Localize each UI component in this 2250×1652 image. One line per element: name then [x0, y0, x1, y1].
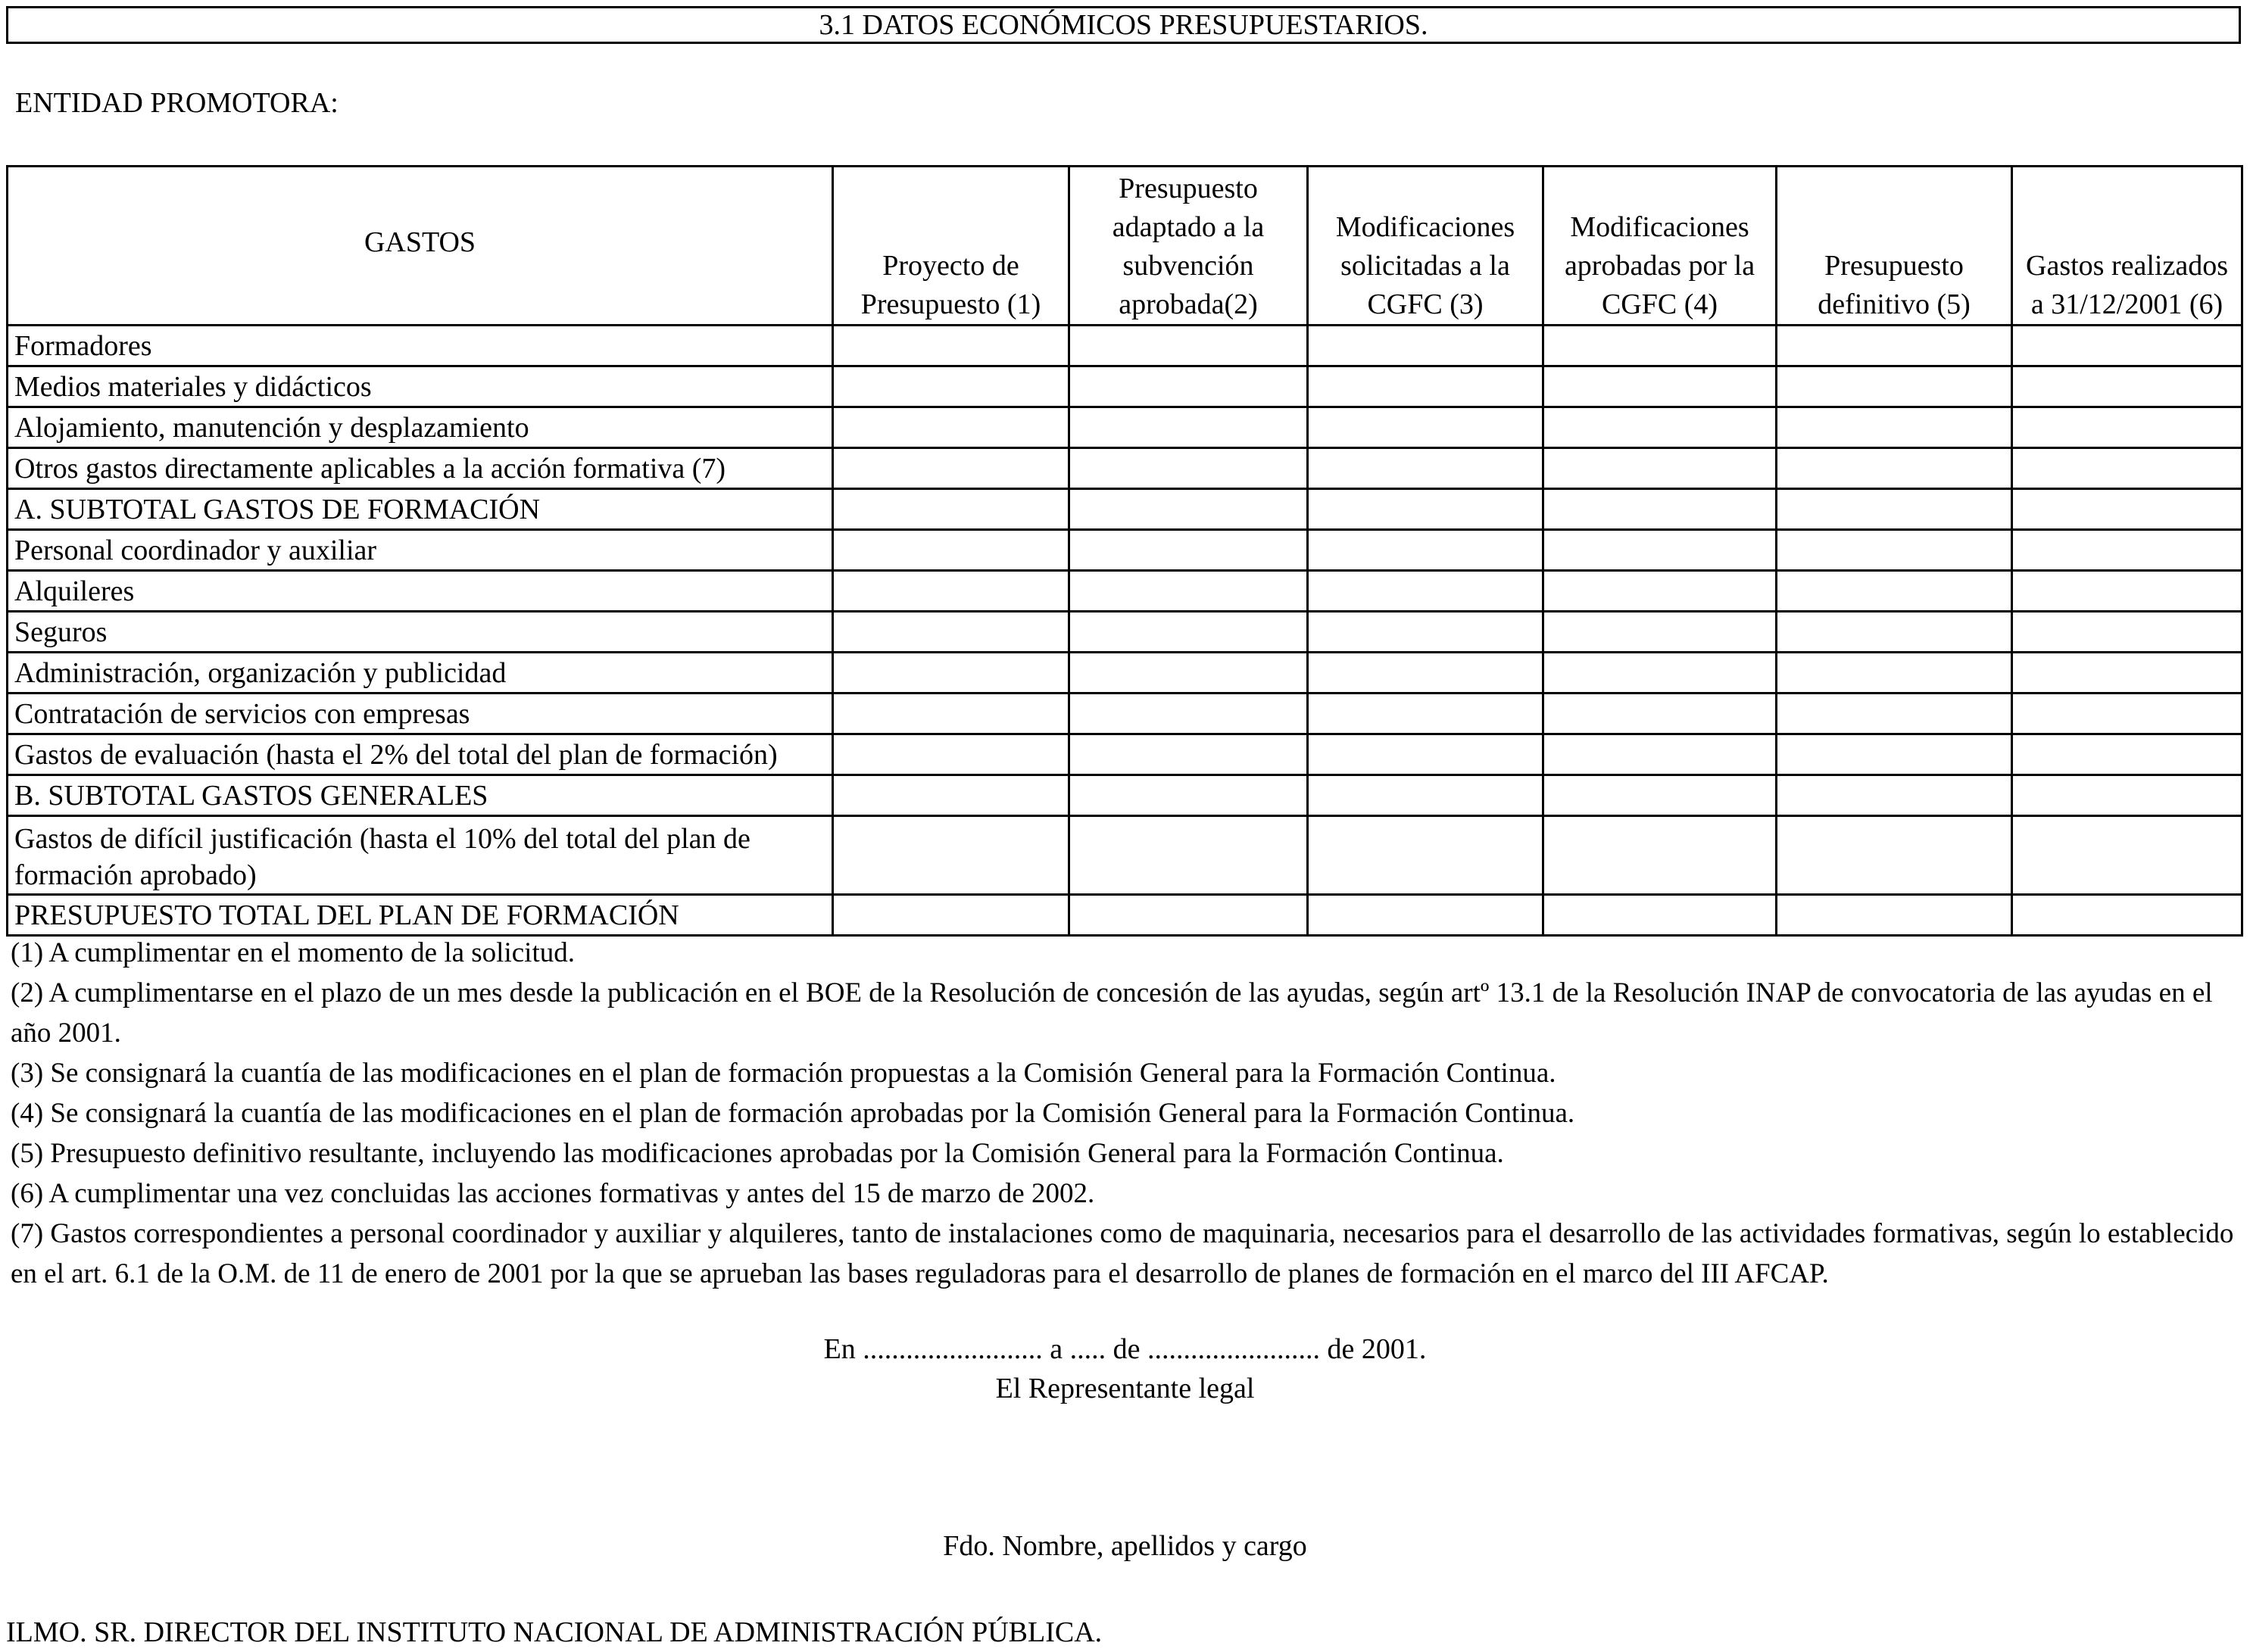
amount-cell[interactable] [1308, 653, 1543, 694]
amount-cell[interactable] [1069, 694, 1308, 734]
amount-cell[interactable] [1069, 448, 1308, 489]
footnote-7: (7) Gastos correspondientes a personal coordinador y auxiliar y alquileres, tanto de instalaciones como de maquinaria, necesarios para el desarrollo de las actividades formativas, según lo establecido en el art. 6.1 de la O.M. de 11 de enero de 2001 por la que se aprueban las bases reguladoras para el desarrollo de planes de formación en el marco del III AFCAP. [11, 1218, 2234, 1289]
amount-cell[interactable] [833, 326, 1069, 366]
table-row [8, 895, 2242, 936]
amount-cell[interactable] [2012, 448, 2242, 489]
footnote-5: (5) Presupuesto definitivo resultante, incluyendo las modificaciones aprobadas por la Comisión General para la Formación Continua. [11, 1138, 1504, 1169]
table-row [8, 366, 2242, 407]
amount-cell[interactable] [1069, 326, 1308, 366]
table-row [8, 448, 2242, 489]
row-label: A. SUBTOTAL GASTOS DE FORMACIÓN [8, 489, 833, 530]
amount-cell[interactable] [1308, 694, 1543, 734]
amount-cell[interactable] [2012, 653, 2242, 694]
table-row [8, 775, 2242, 816]
amount-cell[interactable] [833, 448, 1069, 489]
footnote-2: (2) A cumplimentarse en el plazo de un mes desde la publicación en el BOE de la Resolución de concesión de las ayudas, según artº 13.1 de la Resolución INAP de convocatoria de las ayudas en el año 2001. [11, 977, 2213, 1049]
amount-cell[interactable] [833, 530, 1069, 571]
amount-cell[interactable] [1777, 694, 2012, 734]
amount-cell[interactable] [2012, 734, 2242, 775]
amount-cell[interactable] [833, 612, 1069, 653]
table-row [8, 612, 2242, 653]
amount-cell[interactable] [1777, 612, 2012, 653]
amount-cell[interactable] [833, 775, 1069, 816]
amount-cell[interactable] [1069, 775, 1308, 816]
amount-cell[interactable] [1069, 734, 1308, 775]
amount-cell[interactable] [1543, 366, 1777, 407]
column-header-realizados: Gastos realizados a 31/12/2001 (6) [2012, 167, 2242, 326]
row-label: Formadores [8, 326, 833, 366]
amount-cell[interactable] [1777, 366, 2012, 407]
amount-cell[interactable] [833, 734, 1069, 775]
amount-cell[interactable] [2012, 895, 2242, 936]
amount-cell[interactable] [1777, 775, 2012, 816]
amount-cell[interactable] [1777, 571, 2012, 612]
amount-cell[interactable] [1777, 407, 2012, 448]
amount-cell[interactable] [2012, 612, 2242, 653]
amount-cell[interactable] [1069, 489, 1308, 530]
amount-cell[interactable] [1308, 530, 1543, 571]
amount-cell[interactable] [2012, 366, 2242, 407]
amount-cell[interactable] [1777, 448, 2012, 489]
document-title: 3.1 DATOS ECONÓMICOS PRESUPUESTARIOS. [6, 6, 2241, 44]
table-row [8, 571, 2242, 612]
table-body [8, 326, 2242, 936]
amount-cell[interactable] [1308, 571, 1543, 612]
table-header-row [8, 167, 2242, 326]
table-row [8, 530, 2242, 571]
amount-cell[interactable] [1069, 653, 1308, 694]
amount-cell[interactable] [2012, 571, 2242, 612]
amount-cell[interactable] [1308, 326, 1543, 366]
row-label: Otros gastos directamente aplicables a la acción formativa (7) [8, 448, 833, 489]
table-row [8, 734, 2242, 775]
table-row [8, 489, 2242, 530]
column-header-definitivo: Presupuesto definitivo (5) [1777, 167, 2012, 326]
amount-cell[interactable] [1777, 489, 2012, 530]
footnote-3: (3) Se consignará la cuantía de las modificaciones en el plan de formación propuestas a la Comisión General para la Formación Continua. [11, 1058, 1556, 1089]
amount-cell[interactable] [1308, 448, 1543, 489]
addressee: ILMO. SR. DIRECTOR DEL INSTITUTO NACIONAL DE ADMINISTRACIÓN PÚBLICA. [6, 1616, 1103, 1648]
amount-cell[interactable] [1543, 816, 1777, 895]
amount-cell[interactable] [2012, 489, 2242, 530]
amount-cell[interactable] [833, 366, 1069, 407]
amount-cell[interactable] [1543, 734, 1777, 775]
signature-role: El Representante legal [995, 1373, 1255, 1404]
amount-cell[interactable] [1777, 895, 2012, 936]
amount-cell[interactable] [1308, 775, 1543, 816]
signature-date-line: En ......................... a ..... de ........................ de 2001. [823, 1333, 1427, 1365]
amount-cell[interactable] [1308, 489, 1543, 530]
amount-cell[interactable] [1308, 816, 1543, 895]
table-row [8, 694, 2242, 734]
amount-cell[interactable] [2012, 326, 2242, 366]
amount-cell[interactable] [1777, 734, 2012, 775]
amount-cell[interactable] [1543, 326, 1777, 366]
amount-cell[interactable] [833, 489, 1069, 530]
amount-cell[interactable] [1543, 694, 1777, 734]
amount-cell[interactable] [1777, 530, 2012, 571]
row-label: Medios materiales y didácticos [8, 366, 833, 407]
amount-cell[interactable] [1543, 407, 1777, 448]
column-header-adaptado: Presupuesto adaptado a la subvención aprobada(2) [1069, 167, 1308, 326]
table-row [8, 326, 2242, 366]
footnote-6: (6) A cumplimentar una vez concluidas las acciones formativas y antes del 15 de marzo de 2002. [11, 1178, 1095, 1209]
amount-cell[interactable] [2012, 694, 2242, 734]
amount-cell[interactable] [1543, 489, 1777, 530]
amount-cell[interactable] [1069, 366, 1308, 407]
amount-cell[interactable] [2012, 816, 2242, 895]
row-label: PRESUPUESTO TOTAL DEL PLAN DE FORMACIÓN [8, 895, 833, 936]
column-header-gastos: GASTOS [8, 167, 833, 326]
row-label: Gastos de difícil justificación (hasta el 10% del total del plan de formación aprobado) [8, 816, 833, 895]
table-row [8, 816, 2242, 895]
amount-cell[interactable] [833, 407, 1069, 448]
amount-cell[interactable] [1308, 895, 1543, 936]
footnote-4: (4) Se consignará la cuantía de las modificaciones en el plan de formación aprobadas por la Comisión General para la Formación Continua. [11, 1098, 1575, 1129]
amount-cell[interactable] [1308, 612, 1543, 653]
row-label: Seguros [8, 612, 833, 653]
amount-cell[interactable] [2012, 530, 2242, 571]
entity-label: ENTIDAD PROMOTORA: [15, 87, 339, 119]
row-label: Alojamiento, manutención y desplazamiento [8, 407, 833, 448]
amount-cell[interactable] [1777, 326, 2012, 366]
amount-cell[interactable] [1543, 775, 1777, 816]
footnote-1: (1) A cumplimentar en el momento de la solicitud. [11, 937, 575, 968]
table-row [8, 407, 2242, 448]
amount-cell[interactable] [833, 694, 1069, 734]
amount-cell[interactable] [2012, 407, 2242, 448]
amount-cell[interactable] [1777, 816, 2012, 895]
amount-cell[interactable] [1069, 407, 1308, 448]
row-label: B. SUBTOTAL GASTOS GENERALES [8, 775, 833, 816]
row-label: Administración, organización y publicidad [8, 653, 833, 694]
amount-cell[interactable] [1777, 653, 2012, 694]
signature-name-line: Fdo. Nombre, apellidos y cargo [943, 1530, 1307, 1562]
amount-cell[interactable] [1308, 366, 1543, 407]
amount-cell[interactable] [833, 571, 1069, 612]
amount-cell[interactable] [1308, 734, 1543, 775]
amount-cell[interactable] [1543, 612, 1777, 653]
amount-cell[interactable] [833, 816, 1069, 895]
row-label: Alquileres [8, 571, 833, 612]
column-header-proyecto: Proyecto de Presupuesto (1) [833, 167, 1069, 326]
column-header-mod-aprobadas: Modificaciones aprobadas por la CGFC (4) [1543, 167, 1777, 326]
row-label: Gastos de evaluación (hasta el 2% del total del plan de formación) [8, 734, 833, 775]
amount-cell[interactable] [1069, 530, 1308, 571]
column-header-mod-solicitadas: Modificaciones solicitadas a la CGFC (3) [1308, 167, 1543, 326]
budget-table [6, 165, 2243, 937]
table-row [8, 653, 2242, 694]
footnotes [11, 933, 2237, 1294]
amount-cell[interactable] [1543, 448, 1777, 489]
amount-cell[interactable] [1543, 895, 1777, 936]
amount-cell[interactable] [1543, 571, 1777, 612]
amount-cell[interactable] [1308, 407, 1543, 448]
amount-cell[interactable] [1543, 530, 1777, 571]
amount-cell[interactable] [833, 653, 1069, 694]
amount-cell[interactable] [1069, 895, 1308, 936]
amount-cell[interactable] [1069, 612, 1308, 653]
amount-cell[interactable] [1069, 571, 1308, 612]
amount-cell[interactable] [1069, 816, 1308, 895]
amount-cell[interactable] [833, 895, 1069, 936]
row-label: Contratación de servicios con empresas [8, 694, 833, 734]
amount-cell[interactable] [1543, 653, 1777, 694]
amount-cell[interactable] [2012, 775, 2242, 816]
row-label: Personal coordinador y auxiliar [8, 530, 833, 571]
